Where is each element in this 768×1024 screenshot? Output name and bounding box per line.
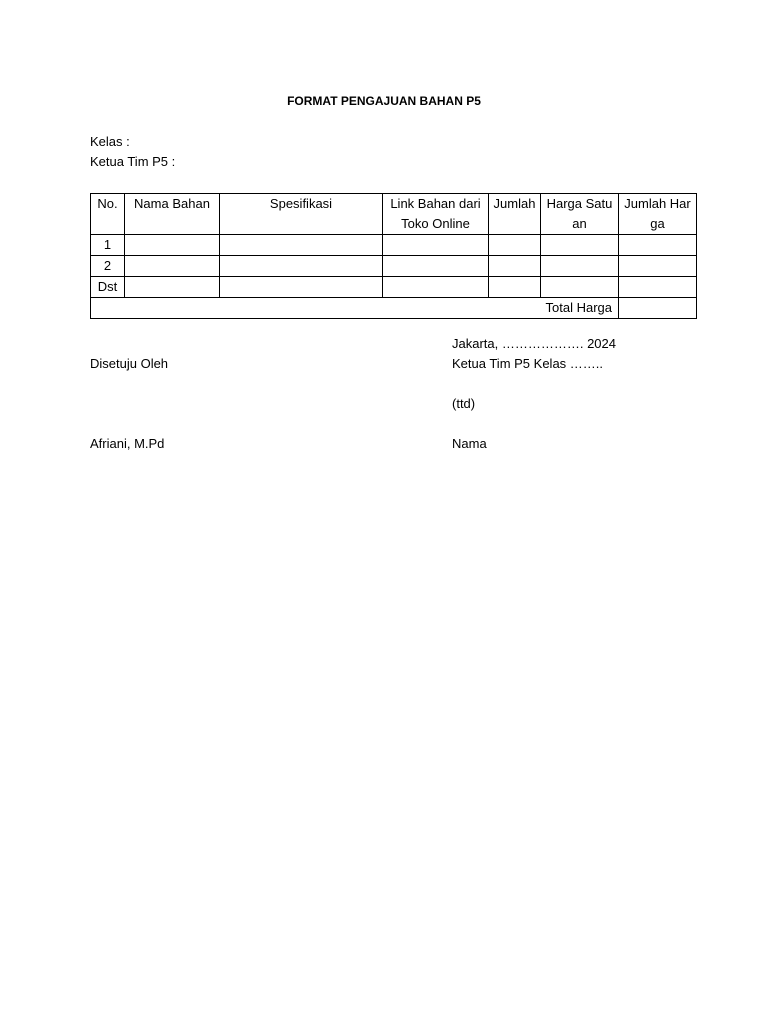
- cell-spesifikasi: [220, 235, 383, 256]
- row-number: 1: [91, 235, 125, 256]
- header-spesifikasi: Spesifikasi: [220, 194, 383, 235]
- cell-nama-bahan: [125, 256, 220, 277]
- table-row: [91, 235, 697, 256]
- kelas-label: Kelas :: [90, 134, 130, 149]
- cell-jumlah-harga: [619, 235, 697, 256]
- cell-spesifikasi: [220, 277, 383, 298]
- leader-name: Nama: [452, 436, 487, 451]
- cell-nama-bahan: [125, 277, 220, 298]
- header-no: No.: [91, 194, 125, 235]
- place-date: Jakarta, ………………. 2024: [452, 336, 616, 351]
- total-row: [91, 298, 697, 319]
- document-title: FORMAT PENGAJUAN BAHAN P5: [287, 94, 481, 108]
- signature-placeholder: (ttd): [452, 396, 476, 411]
- cell-harga-satuan: [541, 277, 619, 298]
- cell-total-harga: [619, 298, 697, 319]
- ketua-tim-label: Ketua Tim P5 :: [90, 154, 176, 169]
- cell-spesifikasi: [220, 256, 383, 277]
- cell-nama-bahan: [125, 235, 220, 256]
- header-jumlah: Jumlah: [489, 194, 541, 235]
- cell-link: [383, 256, 489, 277]
- row-number: 2: [91, 256, 125, 277]
- header-nama-bahan: Nama Bahan: [125, 194, 220, 235]
- cell-harga-satuan: [541, 235, 619, 256]
- table-row: [91, 277, 697, 298]
- total-harga-label: Total Harga: [91, 298, 619, 319]
- header-jumlah-harga: Jumlah Harga: [619, 194, 697, 235]
- cell-link: [383, 235, 489, 256]
- cell-jumlah: [489, 256, 541, 277]
- table-row: [91, 256, 697, 277]
- cell-jumlah: [489, 235, 541, 256]
- table-header-row: [91, 194, 697, 235]
- cell-harga-satuan: [541, 256, 619, 277]
- materials-table: [90, 193, 697, 319]
- cell-link: [383, 277, 489, 298]
- approver-name: Afriani, M.Pd: [90, 436, 165, 451]
- cell-jumlah-harga: [619, 256, 697, 277]
- cell-jumlah: [489, 277, 541, 298]
- header-harga-satuan: Harga Satuan: [541, 194, 619, 235]
- approved-by-label: Disetuju Oleh: [90, 356, 169, 371]
- row-number: Dst: [91, 277, 125, 298]
- cell-jumlah-harga: [619, 277, 697, 298]
- header-link: Link Bahan dari Toko Online: [383, 194, 489, 235]
- leader-label: Ketua Tim P5 Kelas ……..: [452, 356, 604, 371]
